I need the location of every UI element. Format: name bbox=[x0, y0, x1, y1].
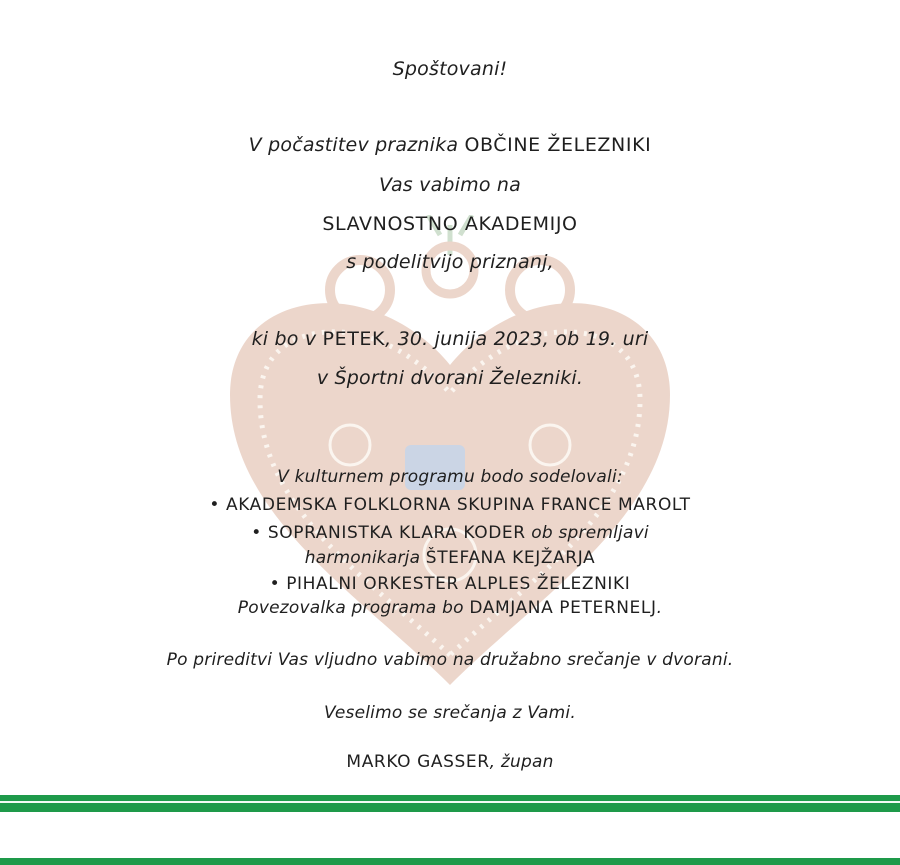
program-item-2 bbox=[0, 522, 900, 544]
program-item-text: ŠTEFANA KEJŽARJA bbox=[425, 548, 596, 568]
program-item-text: harmonikarja bbox=[304, 548, 426, 568]
event-date-time: , 30. junija 2023, ob 19. uri bbox=[385, 328, 649, 350]
signature-name: MARKO GASSER bbox=[346, 752, 490, 772]
event-title: SLAVNOSTNO AKADEMIJO bbox=[322, 213, 578, 235]
intro-text: V počastitev praznika bbox=[248, 134, 465, 156]
intro-line-2 bbox=[0, 173, 900, 197]
event-day: PETEK bbox=[322, 328, 386, 350]
datetime-prefix: ki bo v bbox=[251, 328, 323, 350]
closing-text: Veselimo se srečanja z Vami. bbox=[324, 703, 576, 723]
signature-role: , župan bbox=[489, 752, 554, 772]
event-name bbox=[0, 212, 900, 236]
gingerbread-heart-image bbox=[190, 215, 710, 715]
event-datetime bbox=[0, 327, 900, 351]
municipality-name: OBČINE ŽELEZNIKI bbox=[464, 134, 652, 156]
program-heading-text: V kulturnem programu bodo sodelovali: bbox=[277, 467, 623, 487]
program-item-text: • SOPRANISTKA KLARA KODER bbox=[251, 523, 526, 543]
reception-line bbox=[0, 649, 900, 671]
intro-line-1 bbox=[0, 133, 900, 157]
greeting bbox=[0, 57, 900, 81]
closing-line bbox=[0, 702, 900, 724]
program-item-2-cont bbox=[0, 547, 900, 569]
location-text: v Športni dvorani Železniki. bbox=[316, 367, 584, 389]
program-heading bbox=[0, 466, 900, 488]
host-suffix: . bbox=[656, 598, 663, 618]
intro-text-2: Vas vabimo na bbox=[378, 174, 522, 196]
host-line bbox=[0, 597, 900, 619]
bar-stripe bbox=[0, 801, 900, 803]
program-item-3 bbox=[0, 573, 900, 595]
awards-text: s podelitvijo priznanj, bbox=[346, 251, 554, 273]
host-prefix: Povezovalka programa bo bbox=[237, 598, 470, 618]
signature bbox=[0, 751, 900, 773]
event-location bbox=[0, 366, 900, 390]
reception-text: Po prireditvi Vas vljudno vabimo na družabno srečanje v dvorani. bbox=[166, 650, 734, 670]
green-decorative-bar bbox=[0, 795, 900, 812]
program-item-text: • AKADEMSKA FOLKLORNA SKUPINA FRANCE MAROLT bbox=[209, 495, 691, 515]
greeting-text: Spoštovani! bbox=[392, 58, 508, 80]
host-name: DAMJANA PETERNELJ bbox=[469, 598, 657, 618]
program-item-text: • PIHALNI ORKESTER ALPLES ŽELEZNIKI bbox=[269, 574, 631, 594]
program-item-text: ob spremljavi bbox=[525, 523, 649, 543]
program-item-1 bbox=[0, 494, 900, 516]
intro-line-4 bbox=[0, 250, 900, 274]
green-footer-strip bbox=[0, 858, 900, 865]
